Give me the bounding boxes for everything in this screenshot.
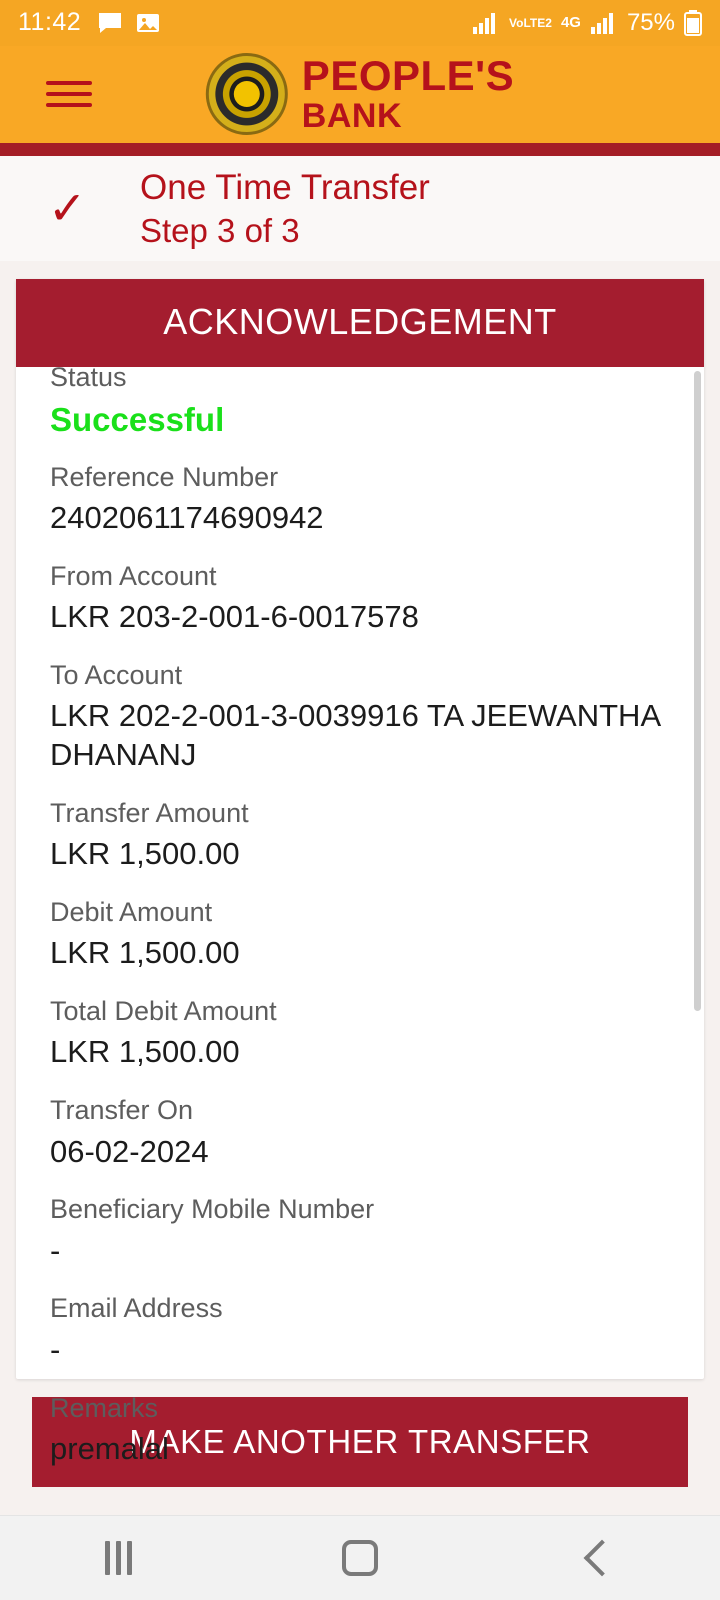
back-icon[interactable] <box>583 1539 620 1576</box>
message-icon <box>97 11 123 35</box>
detail-value: premalal <box>50 1430 169 1466</box>
detail-label: Remarks <box>50 1392 159 1423</box>
detail-row <box>50 361 670 441</box>
detail-value: - <box>50 1232 61 1268</box>
recent-apps-icon[interactable] <box>105 1541 132 1575</box>
peoples-bank-seal-icon <box>206 53 288 135</box>
card-body[interactable] <box>16 361 704 1501</box>
detail-row <box>50 896 670 973</box>
detail-row <box>50 1292 670 1369</box>
detail-label: Email Address <box>50 1293 223 1324</box>
detail-label: Reference Number <box>50 461 279 492</box>
detail-value: - <box>50 1331 61 1367</box>
scrollbar[interactable] <box>694 367 701 1501</box>
detail-value: 06-02-2024 <box>50 1133 209 1169</box>
android-nav-bar <box>0 1515 720 1600</box>
detail-label: From Account <box>50 560 217 591</box>
check-icon: ✓ <box>48 182 87 235</box>
detail-value: Successful <box>50 401 225 439</box>
status-time: 11:42 <box>18 8 82 37</box>
detail-row <box>50 797 670 874</box>
app-bar <box>0 46 720 143</box>
image-icon <box>135 11 161 35</box>
detail-value: LKR 1,500.00 <box>50 935 240 971</box>
make-another-transfer-button[interactable]: MAKE ANOTHER TRANSFER <box>32 1397 688 1487</box>
detail-row <box>50 659 670 775</box>
detail-row <box>50 1392 670 1469</box>
detail-row <box>50 560 670 637</box>
detail-label: Transfer Amount <box>50 797 249 828</box>
detail-value: LKR 1,500.00 <box>50 836 240 872</box>
detail-label: To Account <box>50 659 183 690</box>
detail-label: Transfer On <box>50 1095 194 1126</box>
brand-name-line1: PEOPLE'S <box>301 52 515 100</box>
detail-label: Beneficiary Mobile Number <box>50 1194 375 1225</box>
detail-label: Total Debit Amount <box>50 996 277 1026</box>
step-indicator: Step 3 of 3 <box>140 211 300 249</box>
network-label: 4G <box>560 14 581 32</box>
battery-icon <box>684 10 702 36</box>
page-title: One Time Transfer <box>140 167 430 207</box>
detail-label: Debit Amount <box>50 896 213 927</box>
status-left-icons <box>97 11 161 35</box>
brand-logo <box>206 53 514 135</box>
card-title: ACKNOWLEDGEMENT <box>16 279 704 367</box>
status-bar <box>0 0 720 46</box>
details-list <box>50 361 670 1469</box>
detail-value: LKR 203-2-001-6-0017578 <box>50 599 419 635</box>
detail-label: Status <box>50 361 127 392</box>
brand-name-line2: BANK <box>301 97 403 136</box>
detail-value: LKR 1,500.00 <box>50 1034 240 1070</box>
battery-percent: 75% <box>626 8 675 36</box>
signal-bars-icon <box>472 11 500 35</box>
status-right-icons <box>472 9 702 37</box>
detail-row <box>50 995 670 1072</box>
app-bar-underline <box>0 143 720 156</box>
detail-value: LKR 202-2-001-3-0039916 TA JEEWANTHA DHANANJ <box>50 698 660 772</box>
detail-value: 2402061174690942 <box>50 499 324 535</box>
content-area <box>0 261 720 1487</box>
detail-row <box>50 1193 670 1270</box>
volte-label: VoLTE2 <box>509 15 552 30</box>
signal-bars-icon-2 <box>590 11 618 35</box>
home-icon[interactable] <box>342 1540 378 1576</box>
detail-row <box>50 1094 670 1171</box>
step-header <box>0 156 720 261</box>
detail-row <box>50 461 670 538</box>
hamburger-menu-icon[interactable] <box>46 81 92 107</box>
scrollbar-thumb[interactable] <box>694 371 701 1011</box>
